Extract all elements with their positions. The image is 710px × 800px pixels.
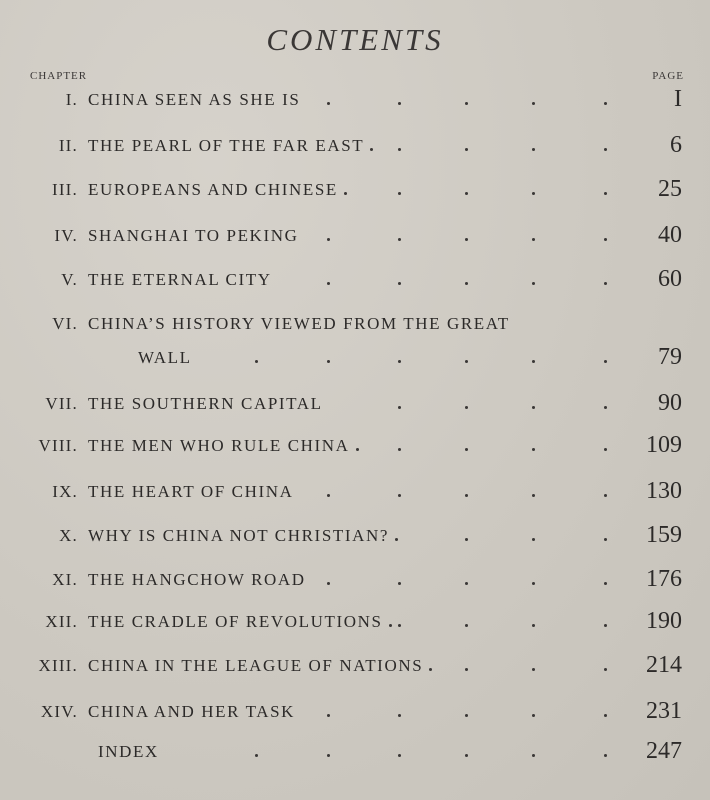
leader-dot bbox=[327, 102, 330, 105]
leader-dot bbox=[465, 148, 468, 151]
leader-dot bbox=[604, 406, 607, 409]
page-number: 6 bbox=[670, 132, 682, 158]
chapter-title: THE ETERNAL CITY bbox=[88, 270, 272, 289]
leader-dot bbox=[465, 754, 468, 757]
chapter-number: II. bbox=[58, 136, 78, 155]
leader-dot bbox=[604, 624, 607, 627]
leader-dot bbox=[532, 282, 535, 285]
toc-entry bbox=[0, 608, 710, 646]
chapter-number: IX. bbox=[52, 482, 78, 501]
leader-dot bbox=[465, 538, 468, 541]
toc-entry bbox=[0, 222, 710, 260]
page-number: 79 bbox=[658, 344, 682, 370]
leader-dot bbox=[327, 754, 330, 757]
chapter-title: CHINA IN THE LEAGUE OF NATIONS bbox=[88, 656, 424, 675]
toc-entry bbox=[0, 390, 710, 428]
leader-dots bbox=[0, 436, 710, 470]
toc-entry-continuation bbox=[0, 344, 710, 382]
leader-dot bbox=[398, 102, 401, 105]
leader-dot bbox=[604, 148, 607, 151]
leader-dot bbox=[532, 192, 535, 195]
leader-dot bbox=[398, 582, 401, 585]
chapter-title: THE HEART OF CHINA bbox=[88, 482, 294, 501]
leader-dot bbox=[398, 148, 401, 151]
toc-entry bbox=[0, 522, 710, 560]
page-number: I bbox=[674, 86, 682, 112]
page-number: 25 bbox=[658, 176, 682, 202]
leader-dot bbox=[604, 714, 607, 717]
chapter-title: CHINA SEEN AS SHE IS bbox=[88, 90, 301, 109]
leader-dot bbox=[398, 448, 401, 451]
toc-entry bbox=[0, 652, 710, 690]
chapter-number: V. bbox=[61, 270, 78, 289]
leader-dot bbox=[532, 360, 535, 363]
page-number: 40 bbox=[658, 222, 682, 248]
leader-dot bbox=[532, 448, 535, 451]
leader-dot bbox=[398, 192, 401, 195]
leader-dots bbox=[0, 226, 710, 260]
page-number: 176 bbox=[646, 566, 682, 592]
leader-dot bbox=[398, 406, 401, 409]
leader-dots bbox=[0, 180, 710, 214]
leader-dot bbox=[255, 754, 258, 757]
leader-dot bbox=[465, 494, 468, 497]
leader-dot bbox=[370, 148, 373, 151]
chapter-title: THE MEN WHO RULE CHINA bbox=[88, 436, 350, 455]
toc-entry bbox=[0, 176, 710, 214]
leader-dot bbox=[532, 754, 535, 757]
leader-dot bbox=[327, 494, 330, 497]
leader-dot bbox=[532, 624, 535, 627]
chapter-title: EUROPEANS AND CHINESE bbox=[88, 180, 338, 199]
leader-dots bbox=[0, 526, 710, 560]
leader-dot bbox=[389, 624, 392, 627]
toc-entry bbox=[0, 132, 710, 170]
leader-dot bbox=[465, 238, 468, 241]
leader-dot bbox=[465, 192, 468, 195]
page-number: 214 bbox=[646, 652, 682, 678]
leader-dot bbox=[429, 668, 432, 671]
page-number: 109 bbox=[646, 432, 682, 458]
chapter-number: VII. bbox=[45, 394, 78, 413]
leader-dot bbox=[398, 282, 401, 285]
chapter-title: WHY IS CHINA NOT CHRISTIAN? bbox=[88, 526, 390, 545]
leader-dot bbox=[395, 538, 398, 541]
page-number: 231 bbox=[646, 698, 682, 724]
leader-dot bbox=[327, 282, 330, 285]
leader-dots bbox=[0, 270, 710, 304]
leader-dot bbox=[465, 624, 468, 627]
leader-dot bbox=[255, 360, 258, 363]
leader-dot bbox=[356, 448, 359, 451]
leader-dot bbox=[398, 754, 401, 757]
chapter-title: CHINA’S HISTORY VIEWED FROM THE GREAT bbox=[88, 314, 510, 333]
chapter-title: THE SOUTHERN CAPITAL bbox=[88, 394, 323, 413]
page-number: 190 bbox=[646, 608, 682, 634]
chapter-title: THE PEARL OF THE FAR EAST bbox=[88, 136, 365, 155]
chapter-number: VI. bbox=[52, 314, 78, 333]
chapter-title: THE CRADLE OF REVOLUTIONS bbox=[88, 612, 383, 631]
leader-dot bbox=[327, 582, 330, 585]
leader-dots bbox=[0, 742, 710, 776]
page-number: 60 bbox=[658, 266, 682, 292]
chapter-number: X. bbox=[59, 526, 78, 545]
leader-dots bbox=[0, 612, 710, 646]
chapter-number: XIV. bbox=[40, 702, 78, 721]
page-number: 247 bbox=[646, 738, 682, 764]
chapter-number: IV. bbox=[54, 226, 78, 245]
leader-dot bbox=[532, 714, 535, 717]
leader-dot bbox=[532, 494, 535, 497]
leader-dot bbox=[398, 714, 401, 717]
leader-dot bbox=[398, 624, 401, 627]
chapter-number: VIII. bbox=[38, 436, 78, 455]
leader-dots bbox=[0, 394, 710, 428]
leader-dot bbox=[465, 360, 468, 363]
chapter-number: I. bbox=[65, 90, 78, 109]
toc-entry bbox=[0, 432, 710, 470]
toc-entry bbox=[0, 738, 710, 776]
leader-dot bbox=[398, 494, 401, 497]
leader-dot bbox=[604, 668, 607, 671]
leader-dot bbox=[465, 102, 468, 105]
leader-dot bbox=[327, 714, 330, 717]
leader-dot bbox=[465, 582, 468, 585]
chapter-title: THE HANGCHOW ROAD bbox=[88, 570, 306, 589]
leader-dot bbox=[604, 282, 607, 285]
leader-dot bbox=[532, 668, 535, 671]
leader-dot bbox=[465, 714, 468, 717]
leader-dots bbox=[0, 570, 710, 604]
toc-entry bbox=[0, 698, 710, 736]
toc-entry bbox=[0, 266, 710, 304]
chapter-number: XIII. bbox=[38, 656, 78, 675]
leader-dot bbox=[604, 360, 607, 363]
leader-dot bbox=[604, 582, 607, 585]
toc-entry bbox=[0, 566, 710, 604]
leader-dot bbox=[604, 102, 607, 105]
leader-dot bbox=[465, 668, 468, 671]
leader-dot bbox=[465, 282, 468, 285]
leader-dot bbox=[398, 238, 401, 241]
chapter-title: CHINA AND HER TASK bbox=[88, 702, 296, 721]
leader-dot bbox=[604, 192, 607, 195]
leader-dots bbox=[0, 348, 710, 382]
leader-dot bbox=[604, 754, 607, 757]
leader-dot bbox=[604, 238, 607, 241]
leader-dot bbox=[327, 360, 330, 363]
chapter-number: XII. bbox=[45, 612, 78, 631]
toc-entry bbox=[0, 478, 710, 516]
page-number: 159 bbox=[646, 522, 682, 548]
leader-dots bbox=[0, 482, 710, 516]
toc-entry bbox=[0, 314, 710, 348]
chapter-title-continued: WALL bbox=[138, 348, 192, 367]
page-title: CONTENTS bbox=[266, 22, 444, 57]
leader-dot bbox=[398, 360, 401, 363]
chapter-number: XI. bbox=[52, 570, 78, 589]
leader-dot bbox=[532, 406, 535, 409]
chapter-title: INDEX bbox=[98, 742, 159, 761]
leader-dots bbox=[0, 90, 710, 124]
toc-entry bbox=[0, 86, 710, 124]
leader-dot bbox=[532, 238, 535, 241]
leader-dot bbox=[532, 148, 535, 151]
leader-dots bbox=[0, 702, 710, 736]
leader-dot bbox=[604, 494, 607, 497]
leader-dot bbox=[465, 406, 468, 409]
leader-dots bbox=[0, 136, 710, 170]
leader-dot bbox=[344, 192, 347, 195]
chapter-number: III. bbox=[51, 180, 78, 199]
page-column-label: PAGE bbox=[652, 70, 684, 82]
leader-dot bbox=[604, 538, 607, 541]
chapter-column-label: CHAPTER bbox=[30, 70, 88, 82]
leader-dot bbox=[532, 102, 535, 105]
leader-dot bbox=[532, 538, 535, 541]
page-number: 130 bbox=[646, 478, 682, 504]
chapter-title: SHANGHAI TO PEKING bbox=[88, 226, 299, 245]
leader-dots bbox=[0, 656, 710, 690]
leader-dot bbox=[532, 582, 535, 585]
leader-dot bbox=[327, 238, 330, 241]
leader-dot bbox=[465, 448, 468, 451]
leader-dot bbox=[604, 448, 607, 451]
page-number: 90 bbox=[658, 390, 682, 416]
